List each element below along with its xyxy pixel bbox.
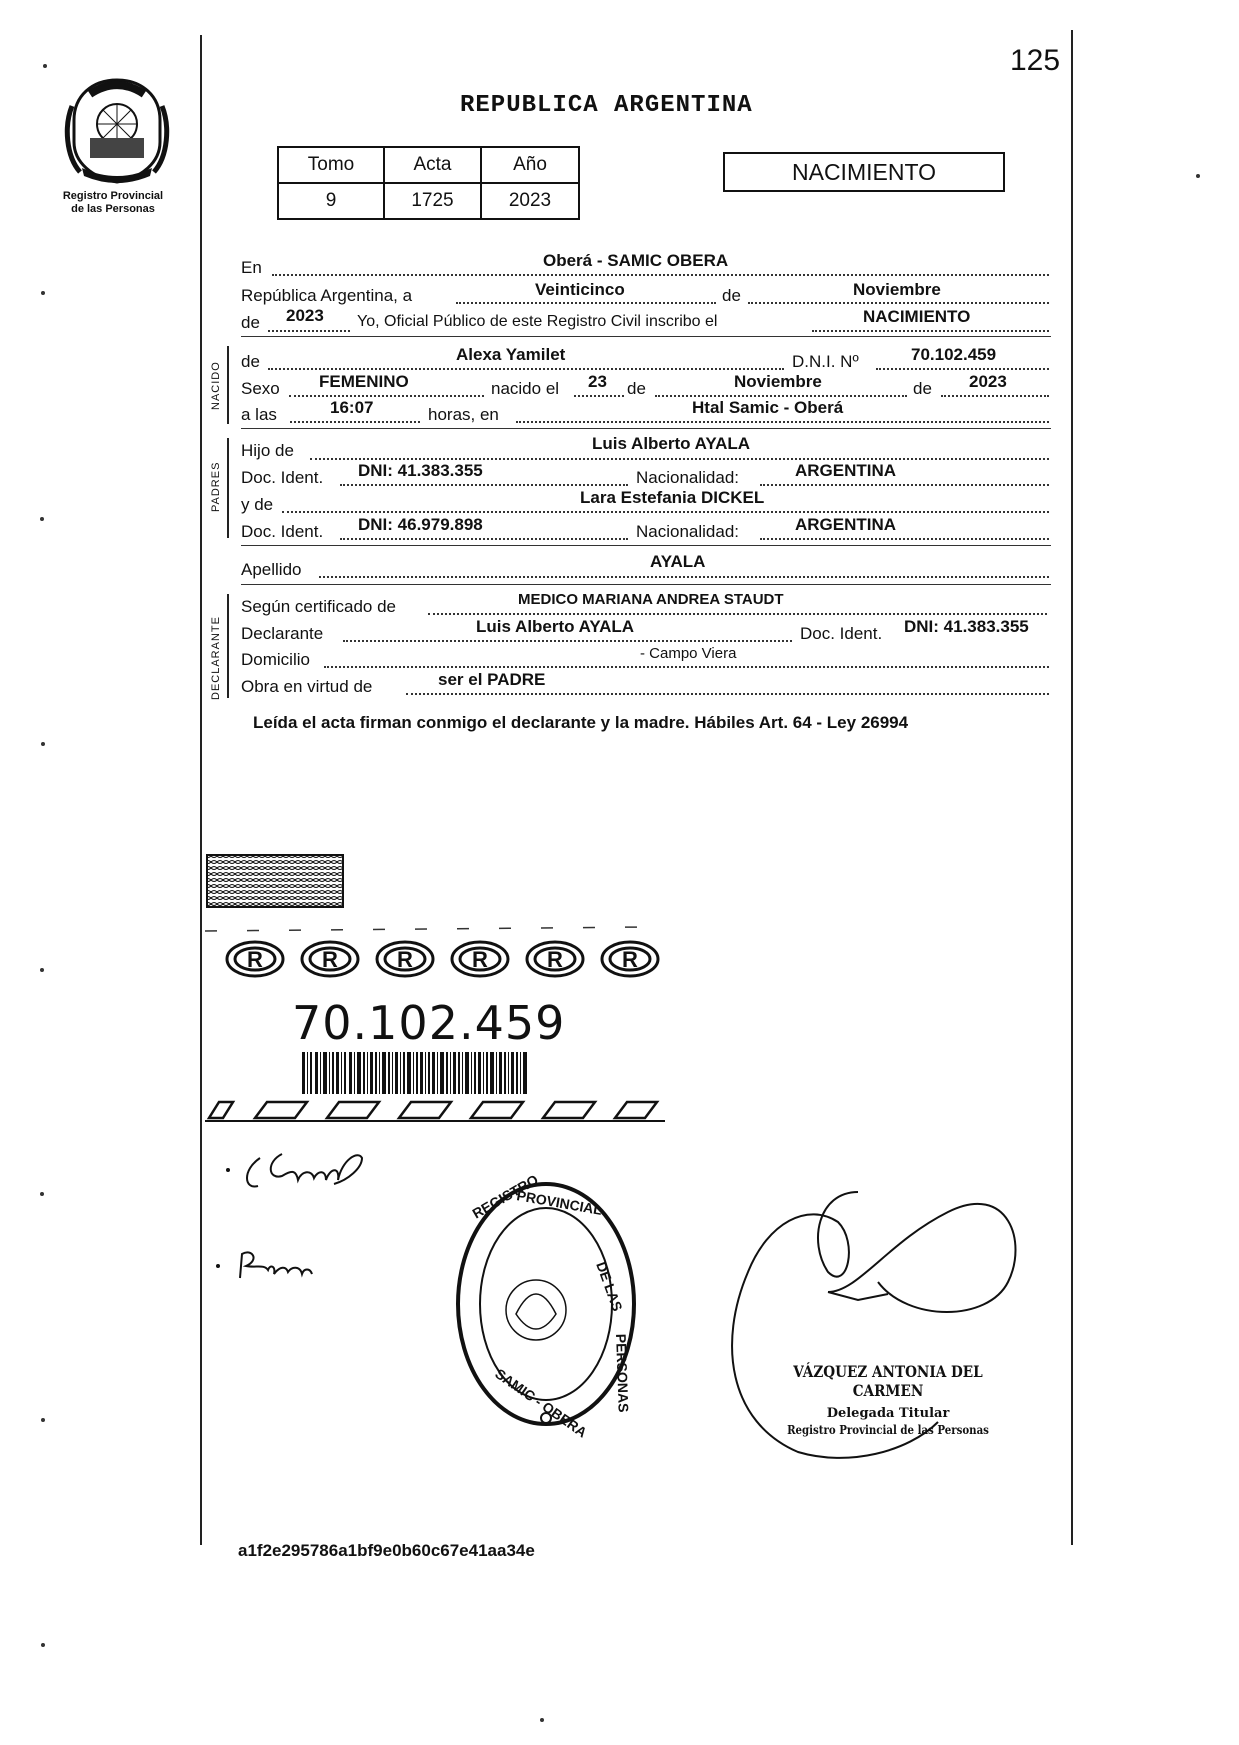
- mother-signature: [212, 1244, 322, 1299]
- field-madre: Lara Estefania DICKEL: [580, 488, 765, 507]
- barcode-number: 70.102.459: [292, 996, 566, 1050]
- provincial-seal-logo: [62, 76, 172, 193]
- separator-line: [241, 336, 1051, 337]
- separator-line: [241, 545, 1051, 546]
- label-domicilio: Domicilio: [241, 650, 310, 669]
- dotted-line: [516, 421, 1049, 423]
- svg-text:R: R: [622, 947, 638, 972]
- field-dia: Veinticinco: [535, 280, 625, 299]
- margin-speck: [40, 1192, 44, 1196]
- dotted-line: [282, 511, 1049, 513]
- section-label-declarante: DECLARANTE: [210, 616, 222, 700]
- field-nac-anio: 2023: [969, 372, 1007, 391]
- register-table: [277, 146, 580, 220]
- barcode: [302, 1052, 530, 1099]
- dotted-line: [289, 395, 484, 397]
- declarant-signature: [222, 1140, 402, 1215]
- dotted-line: [272, 274, 1049, 276]
- dotted-line: [319, 576, 1049, 578]
- document-title: REPUBLICA ARGENTINA: [460, 92, 753, 119]
- svg-text:PROVINCIAL: PROVINCIAL: [515, 1187, 604, 1218]
- register-header-row: [278, 147, 579, 183]
- official-role: Delegada Titular: [826, 1406, 950, 1421]
- label-hijo-de: Hijo de: [241, 441, 294, 460]
- label-obra-en-virtud: Obra en virtud de: [241, 677, 373, 696]
- field-dni: 70.102.459: [911, 345, 997, 364]
- dotted-line: [876, 368, 1049, 370]
- label-yo: Yo, Oficial Público de este Registro Civil inscribo el: [357, 313, 718, 330]
- field-obra: ser el PADRE: [438, 670, 546, 689]
- field-apellido: AYALA: [650, 552, 706, 571]
- margin-speck: [540, 1718, 544, 1722]
- legal-note: Leída el acta firman conmigo el declarante y la madre. Hábiles Art. 64 - Ley 26994: [253, 713, 909, 732]
- dotted-line: [340, 538, 628, 540]
- field-mes: Noviembre: [853, 280, 941, 299]
- field-domicilio: - Campo Viera: [640, 645, 737, 662]
- official-circular-stamp: [446, 1164, 646, 1449]
- label-y-de: y de: [241, 495, 274, 514]
- field-lugar: Oberá - SAMIC OBERA: [543, 251, 729, 270]
- official-stamp-text: [758, 1362, 1018, 1437]
- separator-line: [241, 584, 1051, 585]
- dotted-line: [290, 421, 420, 423]
- svg-text:REGISTRO: REGISTRO: [469, 1171, 541, 1222]
- label-dni: D.N.I. Nº: [792, 352, 859, 371]
- svg-text:R: R: [247, 947, 263, 972]
- label-republica: República Argentina, a: [241, 286, 413, 305]
- dotted-line: [268, 368, 784, 370]
- margin-speck: [41, 1643, 45, 1647]
- dotted-line: [812, 330, 1049, 332]
- margin-speck: [40, 968, 44, 972]
- register-value-tomo: 9: [278, 183, 384, 219]
- label-de-year: de: [241, 313, 260, 332]
- label-nacionalidad-1: Nacionalidad:: [636, 468, 740, 487]
- field-nombre: Alexa Yamilet: [456, 345, 566, 364]
- svg-text:SAMIC - OBERA: SAMIC - OBERA: [492, 1365, 591, 1441]
- label-horas-en: horas, en: [428, 405, 499, 424]
- field-nac-dia: 23: [588, 372, 607, 391]
- register-value-row: [278, 183, 579, 219]
- field-padre: Luis Alberto AYALA: [592, 434, 751, 453]
- separator-line: [241, 428, 1051, 429]
- field-declarante-doc: DNI: 41.383.355: [904, 617, 1029, 636]
- margin-speck: [41, 1418, 45, 1422]
- margin-speck: [41, 742, 45, 746]
- register-header-anio: Año: [481, 147, 579, 183]
- act-type-box: NACIMIENTO: [723, 152, 1005, 192]
- official-org: Registro Provincial de las Personas: [787, 1423, 989, 1437]
- label-nacido-el: nacido el: [491, 379, 560, 398]
- field-declarante: Luis Alberto AYALA: [476, 617, 635, 636]
- margin-speck: [40, 517, 44, 521]
- label-de-nac-anio: de: [913, 379, 932, 398]
- dotted-line: [324, 666, 1049, 668]
- page-number: 125: [1010, 44, 1061, 77]
- dotted-line: [268, 330, 350, 332]
- field-anio: 2023: [286, 306, 324, 325]
- dotted-line: [428, 613, 1047, 615]
- register-value-anio: 2023: [481, 183, 579, 219]
- dotted-line: [406, 693, 1049, 695]
- dotted-line: [941, 395, 1049, 397]
- register-header-tomo: Tomo: [278, 147, 384, 183]
- svg-text:R: R: [472, 947, 488, 972]
- dotted-line: [343, 640, 792, 642]
- label-apellido: Apellido: [241, 560, 302, 579]
- security-r-pattern: [205, 925, 665, 990]
- margin-speck: [43, 64, 47, 68]
- label-doc-ident-2: Doc. Ident.: [241, 522, 324, 541]
- field-certificado: MEDICO MARIANA ANDREA STAUDT: [518, 591, 784, 608]
- svg-text:R: R: [322, 947, 338, 972]
- left-margin-line: [200, 35, 202, 1545]
- section-bracket: [227, 438, 229, 538]
- field-sexo: FEMENINO: [319, 372, 409, 391]
- right-margin-line: [1071, 30, 1073, 1545]
- field-lugar-nac: Htal Samic - Oberá: [692, 398, 844, 417]
- label-segun-certificado: Según certificado de: [241, 597, 396, 616]
- label-de-nac-mes: de: [627, 379, 646, 398]
- security-pattern-block: [205, 853, 345, 914]
- dotted-line: [760, 538, 1049, 540]
- section-label-padres: PADRES: [210, 461, 222, 512]
- label-de-mes: de: [722, 286, 741, 305]
- register-value-acta: 1725: [384, 183, 481, 219]
- field-padre-doc: DNI: 41.383.355: [358, 461, 483, 480]
- dotted-line: [456, 302, 716, 304]
- label-declarante: Declarante: [241, 624, 324, 643]
- logo-org-line1: Registro Provincial: [62, 190, 164, 202]
- dotted-line: [310, 458, 1049, 460]
- svg-text:PERSONAS: PERSONAS: [613, 1333, 632, 1413]
- field-madre-nac: ARGENTINA: [795, 515, 897, 534]
- field-padre-nac: ARGENTINA: [795, 461, 897, 480]
- dotted-line: [340, 484, 628, 486]
- margin-speck: [1196, 174, 1200, 178]
- label-en: En: [241, 258, 262, 277]
- security-r-strip: [205, 1096, 665, 1127]
- document-hash: a1f2e295786a1bf9e0b60c67e41aa34e: [238, 1541, 535, 1560]
- official-name: VÁZQUEZ ANTONIA DEL CARMEN: [793, 1362, 983, 1400]
- section-label-nacido: NACIDO: [210, 361, 222, 410]
- margin-speck: [41, 291, 45, 295]
- logo-org-name: [38, 190, 188, 216]
- section-bracket: [227, 346, 229, 424]
- dotted-line: [655, 395, 907, 397]
- field-nac-mes: Noviembre: [734, 372, 822, 391]
- section-bracket: [227, 594, 229, 698]
- label-doc-ident-decl: Doc. Ident.: [800, 624, 883, 643]
- label-a-las: a las: [241, 405, 277, 424]
- label-de-name: de: [241, 352, 260, 371]
- svg-text:R: R: [397, 947, 413, 972]
- label-sexo: Sexo: [241, 379, 280, 398]
- label-doc-ident-1: Doc. Ident.: [241, 468, 324, 487]
- svg-text:R: R: [547, 947, 563, 972]
- register-header-acta: Acta: [384, 147, 481, 183]
- field-hora: 16:07: [330, 398, 374, 417]
- svg-text:DE LAS: DE LAS: [593, 1259, 626, 1314]
- dotted-line: [748, 302, 1049, 304]
- field-tipo: NACIMIENTO: [863, 307, 971, 326]
- dotted-line: [760, 484, 1049, 486]
- label-nacionalidad-2: Nacionalidad:: [636, 522, 740, 541]
- dotted-line: [574, 395, 624, 397]
- logo-org-line2: de las Personas: [71, 203, 155, 215]
- field-madre-doc: DNI: 46.979.898: [358, 515, 483, 534]
